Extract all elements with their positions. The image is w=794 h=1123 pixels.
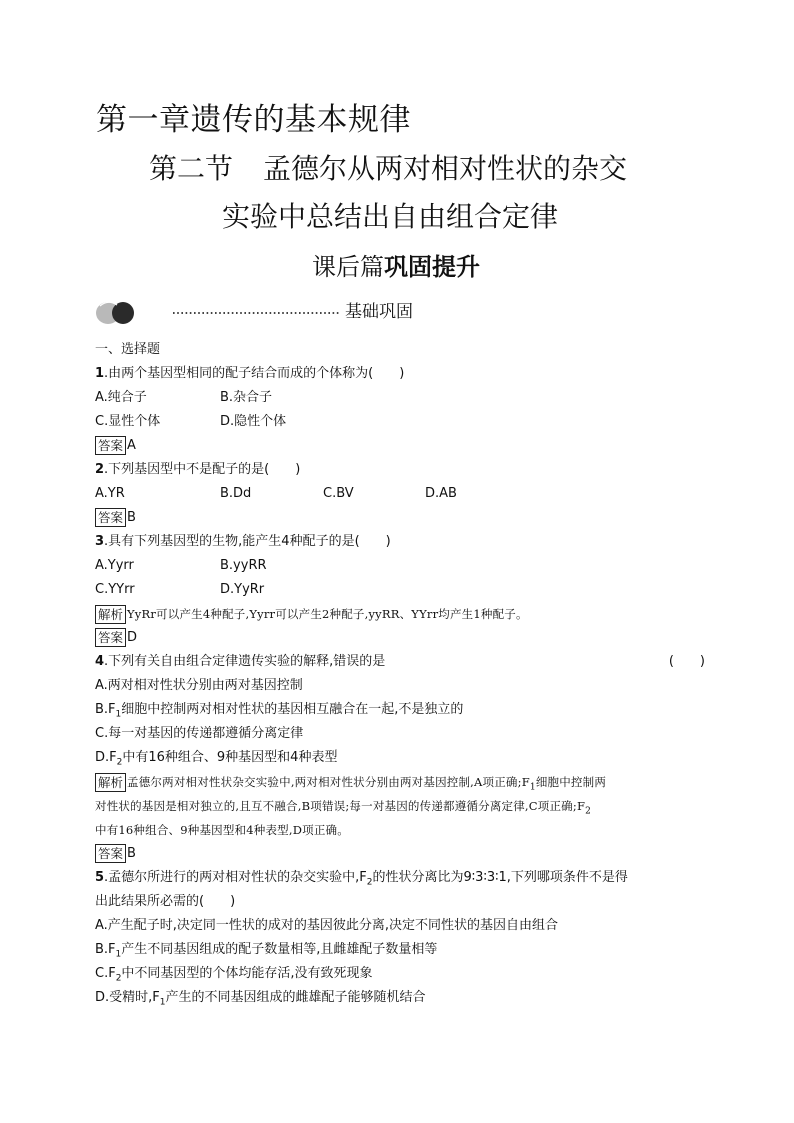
section-title-line-2: 实验中总结出自由组合定律: [222, 200, 559, 233]
banner-label: 基础巩固: [345, 302, 413, 322]
question-1-options-row-2: [95, 410, 705, 434]
question-text: .具有下列基因型的生物,能产生4种配子的是( ): [104, 534, 391, 549]
analysis-segment: 细胞中控制两: [535, 775, 607, 789]
question-4-stem: [95, 650, 705, 674]
analysis-tag: 解析: [95, 605, 126, 624]
question-3-answer: [95, 626, 705, 650]
analysis-segment: 孟德尔两对相对性状杂交实验中,两对相对性状分别由两对基因控制,A项正确;F: [127, 775, 530, 789]
question-3-stem: [95, 530, 705, 554]
answer-value: D: [127, 630, 138, 645]
option-a: A.纯合子: [95, 390, 147, 405]
question-1-answer: [95, 434, 705, 458]
question-1-stem: [95, 362, 705, 386]
option-a: A.Yyrr: [95, 558, 134, 573]
answer-tag: 答案: [95, 628, 126, 647]
question-5-option-c: [95, 962, 705, 986]
option-c-prefix: C.F: [95, 966, 116, 981]
question-text: 的性状分离比为9∶3∶3∶1,下列哪项条件不是得: [372, 870, 628, 885]
subscript: 2: [585, 806, 592, 817]
option-b: B.yyRR: [220, 558, 267, 573]
section-banner: [95, 298, 415, 328]
option-c: C.YYrr: [95, 582, 135, 597]
question-number: 2: [95, 462, 105, 477]
answer-tag: 答案: [95, 508, 126, 527]
subtitle: [312, 251, 480, 283]
answer-value: B: [127, 510, 136, 525]
question-4-option-c: C.每一对基因的传递都遵循分离定律: [95, 726, 304, 741]
question-number: 4: [95, 654, 105, 669]
option-d-prefix: D.受精时,F: [95, 990, 160, 1005]
section-number: 第二节: [149, 152, 234, 185]
answer-tag: 答案: [95, 436, 126, 455]
analysis-tag: 解析: [95, 773, 126, 792]
subscript: 1: [115, 949, 122, 960]
subscript: 2: [115, 973, 122, 984]
question-4-option-b: [95, 698, 705, 722]
subscript: 1: [115, 709, 122, 720]
question-number: 5: [95, 870, 105, 885]
option-d: D.隐性个体: [220, 414, 287, 429]
question-text: .由两个基因型相同的配子结合而成的个体称为( ): [104, 366, 405, 381]
question-5-option-b: [95, 938, 705, 962]
question-3-analysis: [95, 602, 705, 626]
question-2-stem: [95, 458, 705, 482]
option-c-text: 中不同基因型的个体均能存活,没有致死现象: [121, 966, 373, 981]
question-4-option-d: [95, 746, 705, 770]
option-b-text: 细胞中控制两对相对性状的基因相互融合在一起,不是独立的: [121, 702, 464, 717]
section-title-line-1: [149, 150, 627, 188]
question-5-stem-line-2: 出此结果所必需的( ): [95, 894, 236, 909]
question-2-answer: [95, 506, 705, 530]
chapter-title: 第一章遗传的基本规律: [96, 102, 411, 138]
option-d: D.AB: [425, 486, 457, 501]
option-b: B.杂合子: [220, 390, 273, 405]
option-b-prefix: B.F: [95, 702, 116, 717]
option-a: A.YR: [95, 486, 125, 501]
part-heading: 一、选择题: [95, 342, 161, 357]
answer-blank: ( ): [668, 654, 705, 669]
dotted-divider: [172, 311, 342, 315]
option-d-prefix: D.F: [95, 750, 117, 765]
question-5-stem-line-1: [95, 866, 705, 890]
question-text: .孟德尔所进行的两对相对性状的杂交实验中,F: [104, 870, 367, 885]
subscript: 1: [159, 997, 166, 1008]
question-number: 3: [95, 534, 105, 549]
analysis-text: YyRr可以产生4种配子,Yyrr可以产生2种配子,yyRR、YYrr均产生1种配子。: [127, 607, 528, 621]
analysis-segment: 对性状的基因是相对独立的,且互不融合,B项错误;每一对基因的传递都遵循分离定律,C项正确;F: [95, 799, 586, 813]
question-5-option-a: A.产生配子时,决定同一性状的成对的基因彼此分离,决定不同性状的基因自由组合: [95, 918, 559, 933]
question-list: [95, 338, 705, 1010]
question-4-analysis-line-2: [95, 794, 705, 818]
question-number: 1: [95, 366, 105, 381]
question-4-analysis-line-1: [95, 770, 705, 794]
question-3-options-row-2: [95, 578, 705, 602]
option-d-text: 产生的不同基因组成的雌雄配子能够随机结合: [165, 990, 426, 1005]
option-b: B.Dd: [220, 486, 252, 501]
question-text: .下列有关自由组合定律遗传实验的解释,错误的是: [104, 654, 386, 669]
option-b-text: 产生不同基因组成的配子数量相等,且雌雄配子数量相等: [121, 942, 438, 957]
question-4-answer: [95, 842, 705, 866]
subtitle-plain: 课后篇: [312, 253, 384, 281]
option-c: C.显性个体: [95, 414, 161, 429]
double-circle-icon: [95, 300, 139, 326]
question-5-option-d: [95, 986, 705, 1010]
question-4-option-a: A.两对相对性状分别由两对基因控制: [95, 678, 303, 693]
question-text: .下列基因型中不是配子的是( ): [104, 462, 301, 477]
option-c: C.BV: [323, 486, 354, 501]
answer-value: B: [127, 846, 136, 861]
question-1-options-row-1: [95, 386, 705, 410]
question-2-options: [95, 482, 705, 506]
question-3-options-row-1: [95, 554, 705, 578]
answer-value: A: [127, 438, 136, 453]
analysis-text: [127, 775, 607, 793]
answer-tag: 答案: [95, 844, 126, 863]
question-4-analysis-line-3: 中有16种组合、9种基因型和4种表型,D项正确。: [95, 823, 349, 837]
option-d-text: 中有16种组合、9种基因型和4种表型: [122, 750, 338, 765]
subscript: 2: [116, 757, 123, 768]
option-d: D.YyRr: [220, 582, 265, 597]
subscript: 1: [529, 782, 536, 793]
subtitle-bold: 巩固提升: [384, 253, 480, 281]
subscript: 2: [366, 877, 373, 888]
section-title-text: 孟德尔从两对相对性状的杂交: [263, 152, 628, 185]
option-b-prefix: B.F: [95, 942, 116, 957]
